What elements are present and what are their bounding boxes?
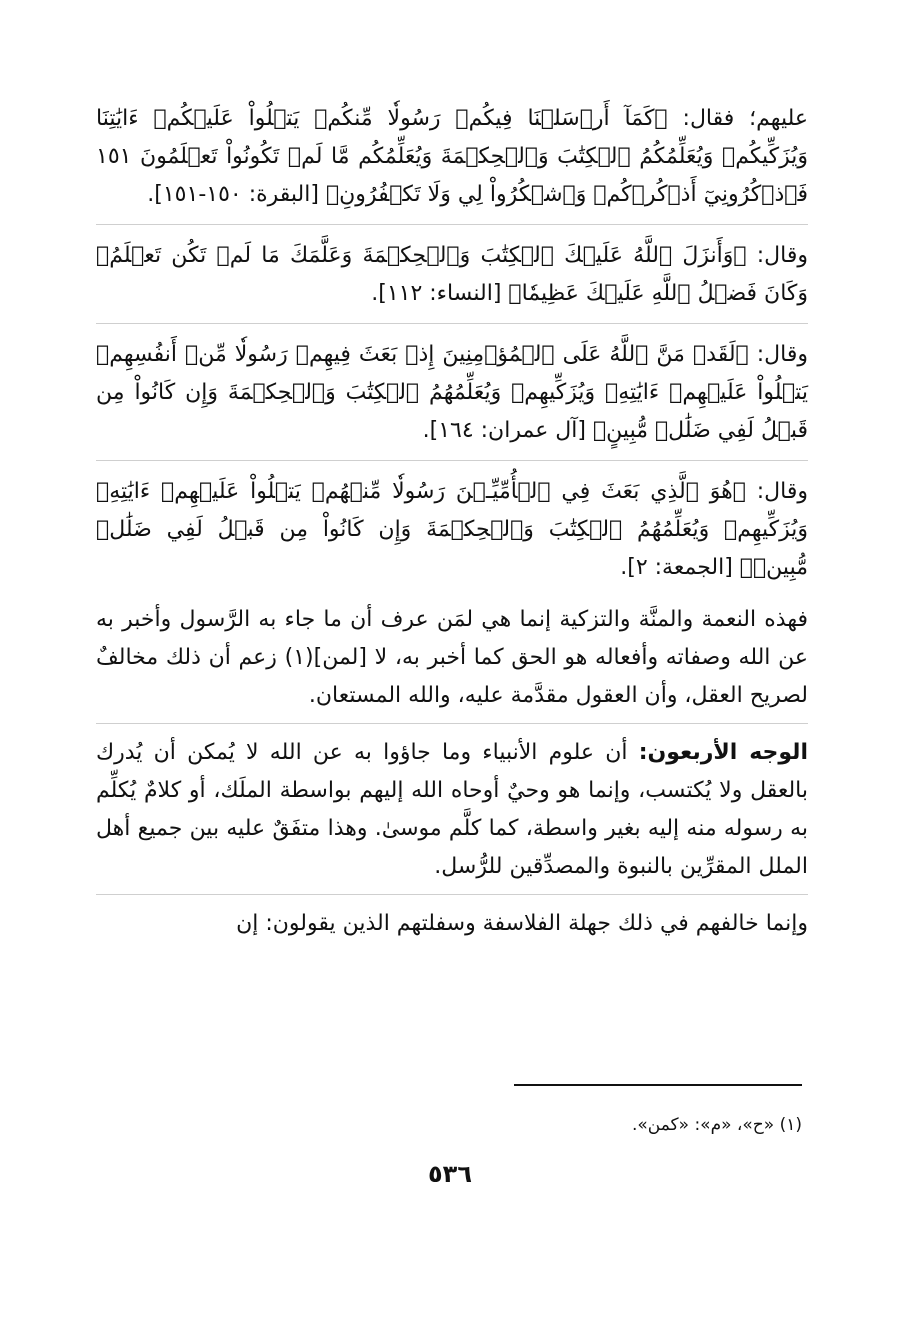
paragraph-fortieth-aspect [96,734,808,886]
paragraph-baqarah-quote: عليهم؛ فقال: ﴿كَمَآ أَرۡسَلۡنَا فِيكُمۡ رَسُولٗا مِّنكُمۡ يَتۡلُواْ عَلَيۡكُمۡ ءَايَٰتِنَا وَيُزَكِّيكُمۡ وَيُعَلِّمُكُمُ ٱلۡكِتَٰبَ وَٱلۡحِكۡمَةَ وَيُعَلِّمُكُم مَّا لَمۡ تَكُونُواْ تَعۡلَمُونَ ١٥١ فَٱذۡكُرُونِيٓ أَذۡكُرۡكُمۡ وَٱشۡكُرُواْ لِي وَلَا تَكۡفُرُونِ﴾ [البقرة: ١٥٠-١٥١]. [96,106,808,207]
paragraph-nisa-quote: وقال: ﴿وَأَنزَلَ ٱللَّهُ عَلَيۡكَ ٱلۡكِتَٰبَ وَٱلۡحِكۡمَةَ وَعَلَّمَكَ مَا لَمۡ تَكُن تَعۡلَمُۚ وَكَانَ فَضۡلُ ٱللَّهِ عَلَيۡكَ عَظِيمٗا﴾ [النساء: ١١٢]. [96,243,808,306]
paragraph-divider [96,723,808,724]
footnote: (١) «ح»، «م»: «كمن». [631,1115,802,1135]
paragraph-divider [96,224,808,225]
paragraph-commentary: فهذه النعمة والمنَّة والتزكية إنما هي لمَن عرف أن ما جاء به الرَّسول وأخبر به عن الله وصفاته وأفعاله هو الحق كما أخبر به، لا [لمن](١) زعم أن ذلك مخالفٌ لصريح العقل، وأن العقول مقدَّمة عليه، والله المستعان. [96,607,808,708]
paragraph-continuation: وإنما خالفهم في ذلك جهلة الفلاسفة وسفلتهم الذين يقولون: إن [236,911,808,936]
paragraph-divider [96,460,808,461]
paragraph-al-imran-quote: وقال: ﴿لَقَدۡ مَنَّ ٱللَّهُ عَلَى ٱلۡمُؤۡمِنِينَ إِذۡ بَعَثَ فِيهِمۡ رَسُولٗا مِّنۡ أَنفُسِهِمۡ يَتۡلُواْ عَلَيۡهِمۡ ءَايَٰتِهِۦ وَيُزَكِّيهِمۡ وَيُعَلِّمُهُمُ ٱلۡكِتَٰبَ وَٱلۡحِكۡمَةَ وَإِن كَانُواْ مِن قَبۡلُ لَفِي ضَلَٰلٖ مُّبِينٍ﴾ [آل عمران: ١٦٤]. [96,342,808,443]
page-number: ٥٣٦ [428,1160,472,1188]
paragraph-divider [96,894,808,895]
paragraph-divider [96,323,808,324]
page-body [96,100,808,943]
footnote-separator [514,1084,802,1086]
section-body: أن علوم الأنبياء وما جاؤوا به عن الله لا يُمكن أن يُدرك بالعقل ولا يُكتسب، وإنما هو وحيٌ أوحاه الله إليهم بواسطة الملَك، أو كلامٌ يُكلِّم به رسوله منه إليه بغير واسطة، كما كلَّم موسىٰ. وهذا متفَقٌ عليه بين جميع أهل الملل المقرِّين بالنبوة والمصدِّقين للرُّسل. [96,740,808,879]
section-gap [96,587,808,601]
paragraph-jumuah-quote: وقال: ﴿هُوَ ٱلَّذِي بَعَثَ فِي ٱلۡأُمِّيِّـۧنَ رَسُولٗا مِّنۡهُمۡ يَتۡلُواْ عَلَيۡهِمۡ ءَايَٰتِهِۦ وَيُزَكِّيهِمۡ وَيُعَلِّمُهُمُ ٱلۡكِتَٰبَ وَٱلۡحِكۡمَةَ وَإِن كَانُواْ مِن قَبۡلُ لَفِي ضَلَٰلٖ مُّبِينٖ﴾ [الجمعة: ٢]. [96,479,808,580]
section-heading: الوجه الأربعون: [638,740,808,765]
